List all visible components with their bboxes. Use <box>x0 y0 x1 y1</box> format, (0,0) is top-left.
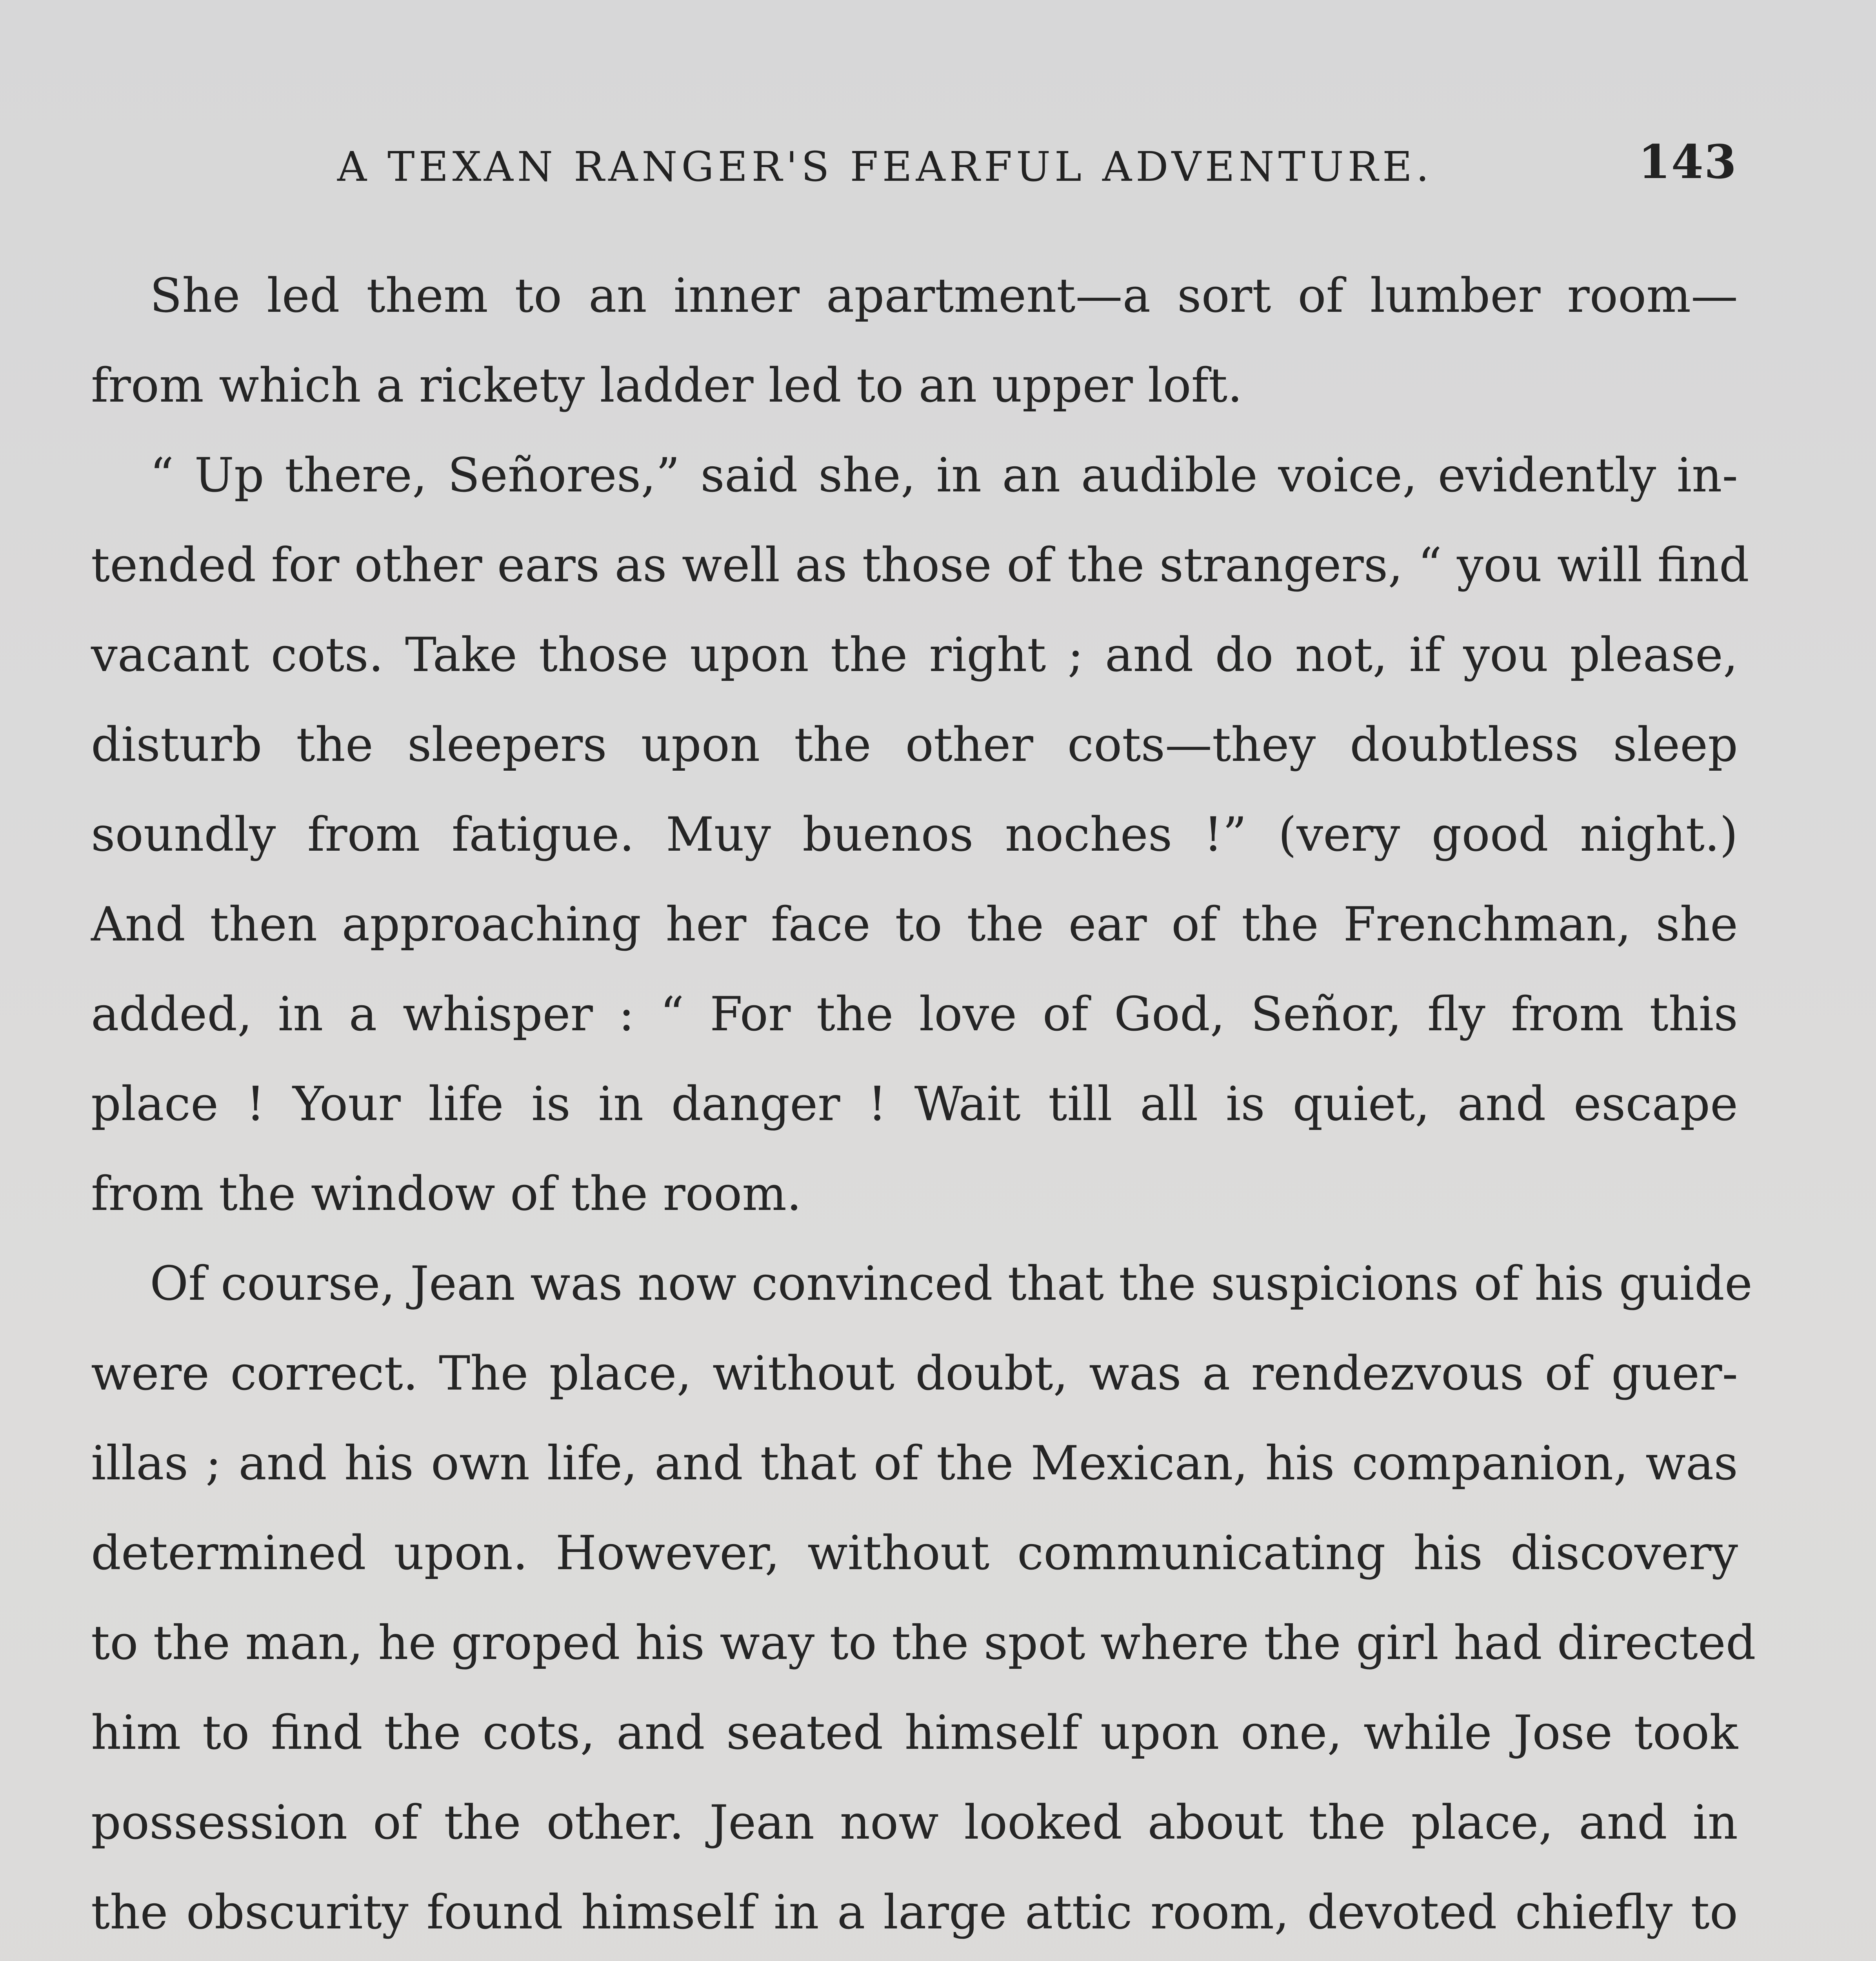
text-line: vacant cots. Take those upon the right ; and do not, if you please, <box>91 628 1738 682</box>
text-line: from which a rickety ladder led to an upper loft. <box>91 358 1243 413</box>
running-header <box>337 135 1737 191</box>
text-line <box>91 1957 1738 1961</box>
text-line: Of course, Jean was now convinced that the suspicions of his guide <box>150 1257 1752 1311</box>
body-text <box>91 251 1756 1961</box>
text-line: added, in a whisper : “ For the love of God, Señor, fly from this <box>91 987 1738 1042</box>
text-line: And then approaching her face to the ear of the Frenchman, she <box>91 897 1738 952</box>
text-line: disturb the sleepers upon the other cots—they doubtless sleep <box>91 718 1738 772</box>
text-line: to the man, he groped his way to the spot where the girl had directed <box>91 1616 1756 1670</box>
text-line: soundly from fatigue. Muy buenos noches !” (very good night.) <box>91 808 1738 862</box>
text-line: were correct. The place, without doubt, was a rendezvous of guer- <box>91 1346 1738 1401</box>
text-line: place ! Your life is in danger ! Wait till all is quiet, and escape <box>91 1077 1738 1131</box>
text-line: him to find the cots, and seated himself upon one, while Jose took <box>91 1706 1738 1760</box>
running-title: A TEXAN RANGER'S FEARFUL ADVENTURE. <box>337 143 1433 191</box>
page-number: 143 <box>1638 135 1737 189</box>
text-line: from the window of the room. <box>91 1167 802 1221</box>
text-line: She led them to an inner apartment—a sort of lumber room— <box>150 269 1738 323</box>
text-line: “ Up there, Señores,” said she, in an audible voice, evidently in- <box>150 448 1738 503</box>
text-line: determined upon. However, without communicating his discovery <box>91 1526 1738 1581</box>
text-line: possession of the other. Jean now looked about the place, and in <box>91 1795 1738 1850</box>
text-line: the obscurity found himself in a large attic room, devoted chiefly to <box>91 1885 1738 1940</box>
text-line: tended for other ears as well as those of the strangers, “ you will find <box>91 538 1749 593</box>
text-line: illas ; and his own life, and that of the Mexican, his companion, was <box>91 1436 1738 1491</box>
